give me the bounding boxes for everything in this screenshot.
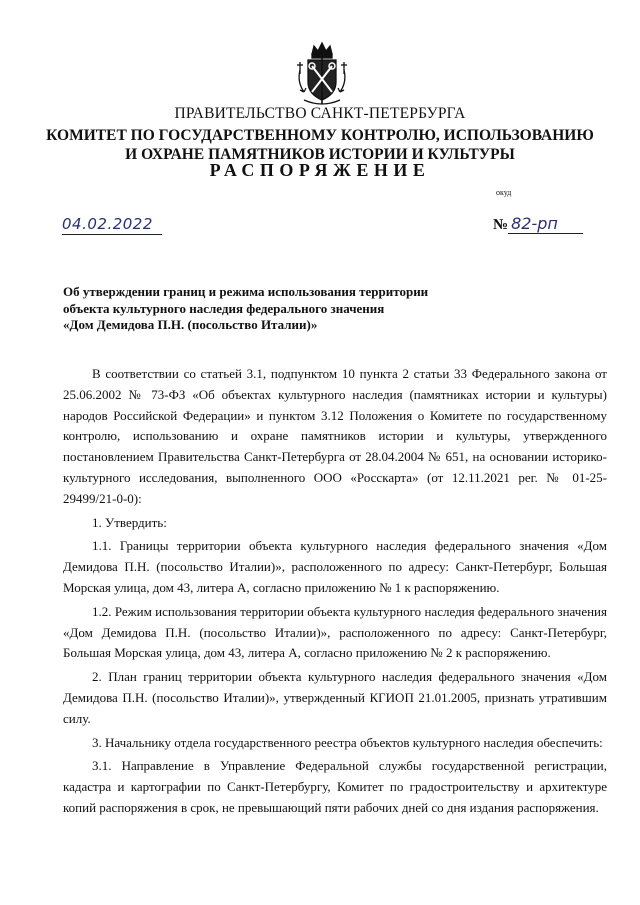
subject-line-3: «Дом Демидова П.Н. (посольство Италии)» bbox=[63, 317, 318, 332]
document-date: 04.02.2022 bbox=[62, 215, 162, 235]
paragraph-3-1: 3.1. Направление в Управление Федеральной службы государственной регистрации, кадастра и картографии по Санкт-Петербургу, Комитет по градостроительству и архитектуре копий распоряжения в срок, не превышающий пяти рабочих дней со дня издания распоряжения. bbox=[63, 758, 607, 815]
paragraph-1-1: 1.1. Границы территории объекта культурного наследия федерального значения «Дом Демидова П.Н. (посольство Италии)», расположенного по адресу: Санкт-Петербург, Большая Морская улица, дом 43, литера А, согласно приложению № 1 к распоряжению. bbox=[63, 538, 607, 595]
committee-name bbox=[0, 126, 640, 164]
subject-line-1: Об утверждении границ и режима использования территории bbox=[63, 284, 429, 299]
subject-line-2: объекта культурного наследия федерального значения bbox=[63, 300, 385, 316]
document-body bbox=[63, 364, 607, 819]
document-type: РАСПОРЯЖЕНИЕ bbox=[209, 160, 431, 180]
paragraph-3: 3. Начальнику отдела государственного реестра объектов культурного наследия обеспечить: bbox=[92, 734, 603, 750]
paragraph-2: 2. План границ территории объекта культурного наследия федерального значения «Дом Демидова П.Н. (посольство Италии)», утвержденный КГИОП 21.01.2005, признать утратившим силу. bbox=[63, 669, 607, 726]
okud-label: окуд bbox=[496, 188, 512, 197]
paragraph-1: 1. Утвердить: bbox=[92, 514, 167, 530]
committee-line-2: И ОХРАНЕ ПАМЯТНИКОВ ИСТОРИИ И КУЛЬТУРЫ bbox=[125, 146, 515, 163]
document-number bbox=[493, 214, 591, 234]
committee-line-1: КОМИТЕТ ПО ГОСУДАРСТВЕННОМУ КОНТРОЛЮ, ИСПОЛЬЗОВАНИЮ bbox=[46, 127, 594, 144]
document-subject bbox=[63, 284, 483, 334]
government-name: ПРАВИТЕЛЬСТВО САНКТ-ПЕТЕРБУРГА bbox=[174, 105, 466, 122]
number-value: 82-рп bbox=[508, 214, 583, 234]
coat-of-arms-icon bbox=[294, 40, 350, 108]
paragraph-preamble: В соответствии со статьей 3.1, подпунктом 10 пункта 2 статьи 33 Федерального закона от 25.06.2002 № 73-ФЗ «Об объектах культурного наследия (памятниках истории и культуры) народов Российской Федерации» и пунктом 3.12 Положения о Комитете по государственному контролю, использованию и охране памятников истории и культуры, утвержденного постановлением Правительства Санкт-Петербурга от 28.04.2004 № 651, на основании историко-культурного исследования, выполненного ООО «Росскарта» (от 12.11.2021 рег. № 01-25-29499/21-0-0): bbox=[63, 366, 607, 506]
number-sign: № bbox=[493, 217, 509, 233]
paragraph-1-2: 1.2. Режим использования территории объекта культурного наследия федерального значения «Дом Демидова П.Н. (посольство Италии)», расположенного по адресу: Санкт-Петербург, Большая Морская улица, дом 43, литера А, согласно приложению № 2 к распоряжению. bbox=[63, 603, 607, 661]
